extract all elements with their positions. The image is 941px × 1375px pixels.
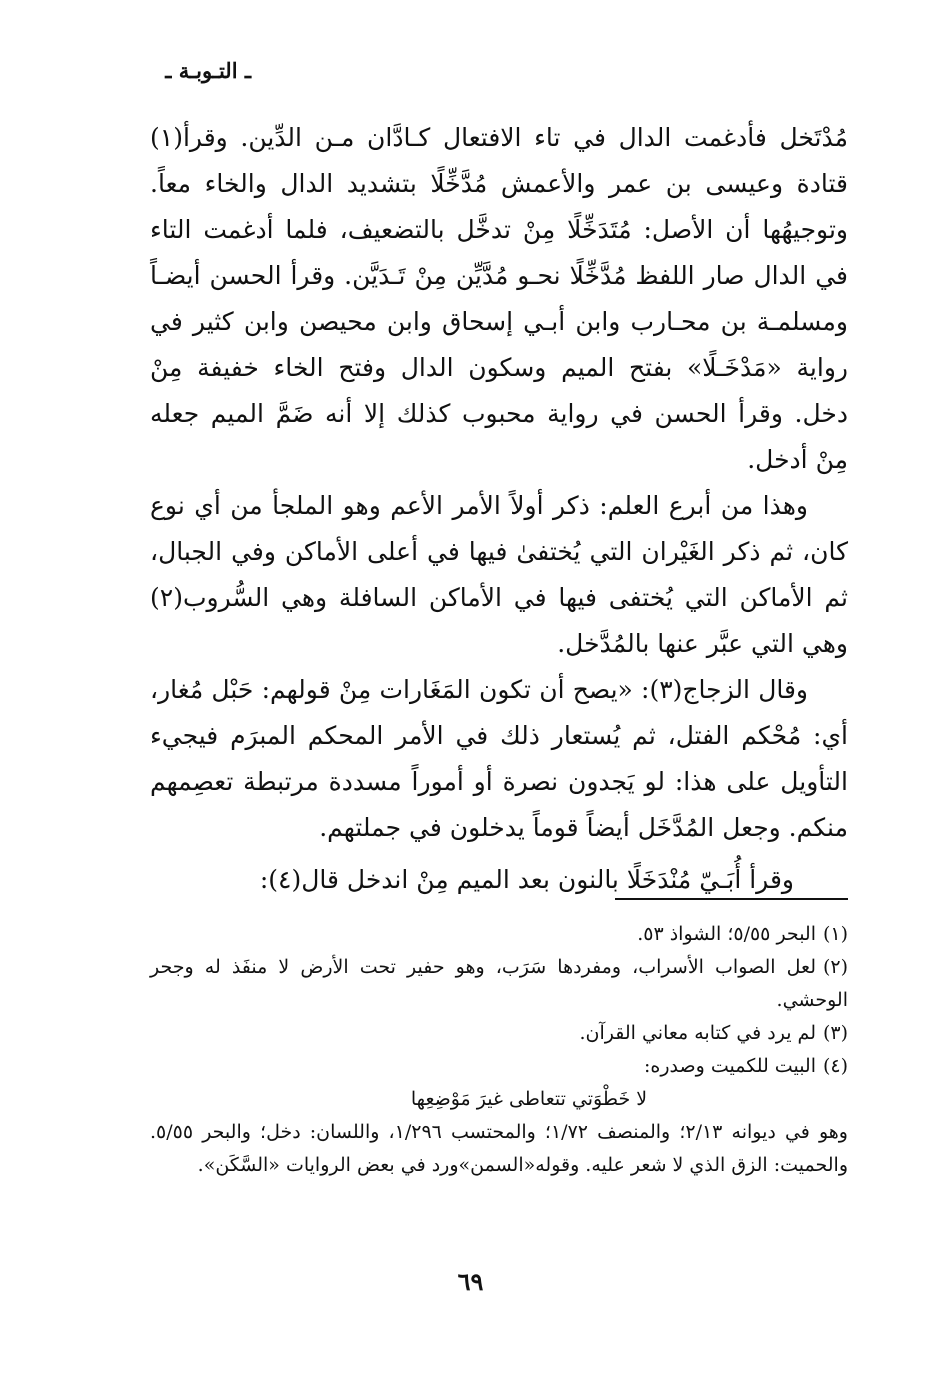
paragraph-3: وقال الزجاج(٣): «يصح أن تكون المَغَارات مِنْ قولهم: حَبْل مُغار، أي: مُحْكم الفتل، ثم يُستعار ذلك في الأمر المحكم المبرَم فيجيء التأويل على هذا: لو يَجدون نصرة أو أموراً مسددة مرتبطة تعصِمهم منكم. وجعل المُدَّخَل أيضاً قوماً يدخلون في جملتهم.: [150, 675, 848, 842]
footnote-text: البحر ٥/٥٥؛ الشواذ ٥٣.: [637, 923, 816, 945]
footnote-text: البيت للكميت وصدره:: [643, 1055, 816, 1077]
paragraph-1: مُدْتَخل فأدغمت الدال في تاء الافتعال كـادَّان مـن الدِّين. وقرأ(١) قتادة وعيسى بن عمر والأعمش مُدَّخِّلًا بتشديد الدال والخاء معاً. وتوجيهُها أن الأصل: مُتَدَخِّلًا مِنْ تدخَّل بالتضعيف، فلما أدغمت التاء في الدال صار اللفظ مُدَّخِّلًا نحـو مُدَّيِّن مِنْ تَـدَيَّن. وقرأ الحسن أيضـاً ومسلمـة بن محـارب وابن أبـي إسحاق وابن محيصن وابن كثير في رواية «مَدْخَـلًا» بفتح الميم وسكون الدال وفتح الخاء خفيفة مِنْ دخل. وقرأ الحسن في رواية محبوب كذلك إلا أنه ضَمَّ الميم جعله مِنْ أدخل.: [150, 123, 848, 474]
main-text: [150, 115, 848, 903]
footnote-number: (٢): [822, 956, 848, 978]
footnote-number: (٣): [822, 1022, 848, 1044]
footnote-3: [150, 1017, 848, 1050]
footnote-text: لعل الصواب الأسراب، ومفردها سَرَب، وهو حفير تحت الأرض لا منفَذ له وجحر الوحشي.: [150, 956, 848, 1011]
footnote-4: [150, 1050, 848, 1083]
footnote-number: (٤): [822, 1055, 848, 1077]
footnote-text: لم يرد في كتابه معاني القرآن.: [579, 1022, 816, 1044]
footnote-2: [150, 951, 848, 1017]
verse-line: لا خَطْوَتي تتعاطى غيرَ مَوْضِعِها: [410, 1088, 648, 1110]
paragraph-4: وقرأ أُبَـيّ مُنْدَخَلًا بالنون بعد الميم مِنْ اندخل قال(٤):: [259, 865, 794, 894]
running-header: ـ التـوبـة ـ: [165, 58, 251, 83]
footnotes: [150, 918, 848, 1182]
footnote-continuation: وهو في ديوانه ٢/١٣؛ والمنصف ١/٧٢؛ والمحتسب ١/٢٩٦، واللسان: دخل؛ والبحر ٥/٥٥. والحميت: الزق الذي لا شعر عليه. وقوله«السمن»ورد في بعض الروايات «السَّكَن».: [150, 1121, 848, 1176]
paragraph-2: وهذا من أبرع العلم: ذكر أولاً الأمر الأعم وهو الملجأ من أي نوع كان، ثم ذكر الغَيْران التي يُختفىٰ فيها في أعلى الأماكن وفي الجبال، ثم الأماكن التي يُختفى فيها في الأماكن السافلة وهي السُّروب(٢) وهي التي عبَّر عنها بالمُدَّخل.: [150, 491, 848, 658]
page-number: ٦٩: [457, 1267, 484, 1296]
footnote-separator: [615, 898, 848, 900]
footnote-number: (١): [822, 923, 848, 945]
footnote-1: [150, 918, 848, 951]
